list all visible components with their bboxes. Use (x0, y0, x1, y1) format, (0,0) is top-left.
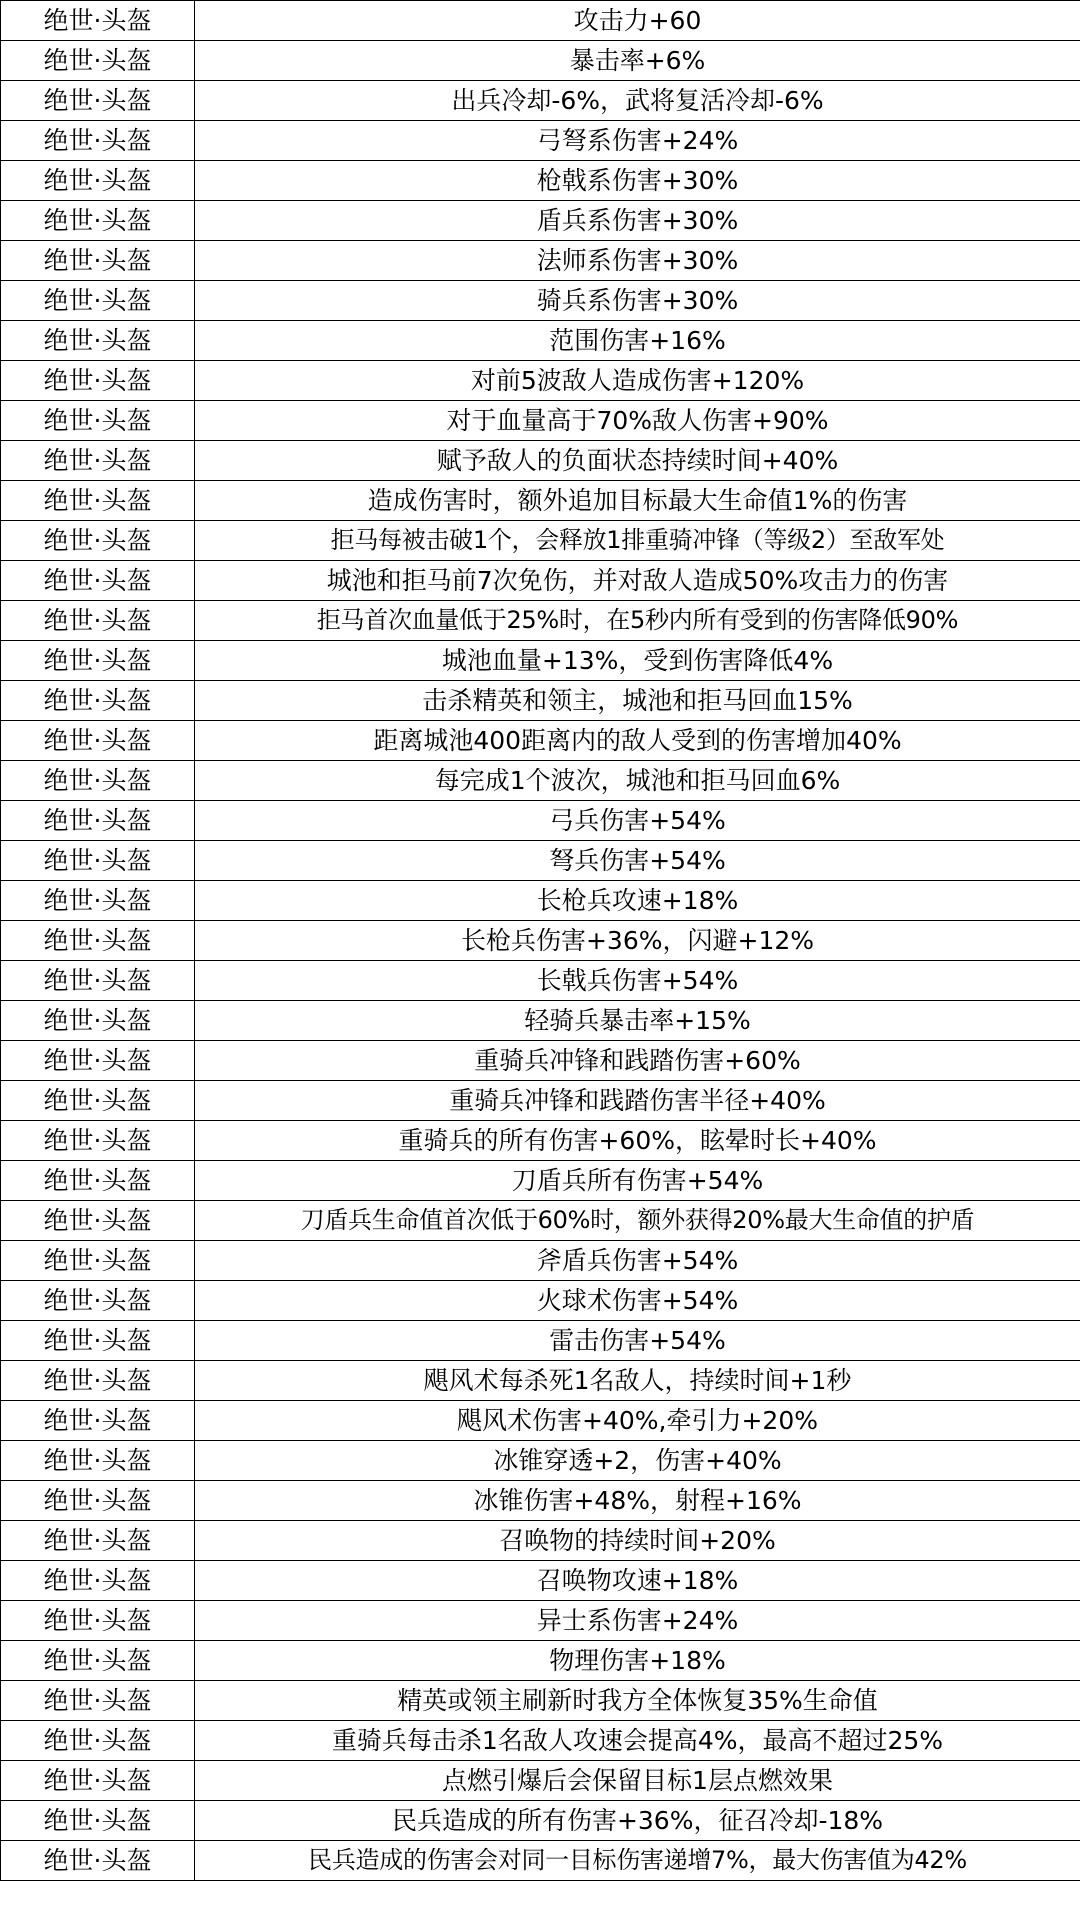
table-row (1, 241, 1080, 281)
item-name-cell: 绝世·头盔 (1, 1521, 195, 1561)
effect-cell: 法师系伤害+30% (195, 241, 1080, 281)
item-name-cell: 绝世·头盔 (1, 841, 195, 881)
effect-cell: 骑兵系伤害+30% (195, 281, 1080, 321)
table-row (1, 1481, 1080, 1521)
table-row (1, 441, 1080, 481)
item-name-cell: 绝世·头盔 (1, 81, 195, 121)
effect-cell: 距离城池400距离内的敌人受到的伤害增加40% (195, 721, 1080, 761)
item-name-cell: 绝世·头盔 (1, 1241, 195, 1281)
table-row (1, 1161, 1080, 1201)
table-row (1, 1001, 1080, 1041)
item-name-cell: 绝世·头盔 (1, 681, 195, 721)
table-row (1, 481, 1080, 521)
effect-cell: 对于血量高于70%敌人伤害+90% (195, 401, 1080, 441)
item-name-cell: 绝世·头盔 (1, 1161, 195, 1201)
item-name-cell: 绝世·头盔 (1, 1401, 195, 1441)
effect-cell: 召唤物的持续时间+20% (195, 1521, 1080, 1561)
item-name-cell: 绝世·头盔 (1, 561, 195, 601)
table-row (1, 1361, 1080, 1401)
table-row (1, 1641, 1080, 1681)
table-row (1, 1401, 1080, 1441)
effect-cell: 重骑兵的所有伤害+60%，眩晕时长+40% (195, 1121, 1080, 1161)
effect-cell: 重骑兵每击杀1名敌人攻速会提高4%，最高不超过25% (195, 1721, 1080, 1761)
effect-cell: 范围伤害+16% (195, 321, 1080, 361)
table-row (1, 1, 1080, 41)
item-name-cell: 绝世·头盔 (1, 961, 195, 1001)
table-row (1, 1521, 1080, 1561)
item-name-cell: 绝世·头盔 (1, 1081, 195, 1121)
effect-cell: 盾兵系伤害+30% (195, 201, 1080, 241)
effect-cell: 造成伤害时，额外追加目标最大生命值1%的伤害 (195, 481, 1080, 521)
table-row (1, 1841, 1080, 1881)
effect-cell: 精英或领主刷新时我方全体恢复35%生命值 (195, 1681, 1080, 1721)
effect-cell: 冰锥伤害+48%，射程+16% (195, 1481, 1080, 1521)
effect-cell: 物理伤害+18% (195, 1641, 1080, 1681)
attribute-table-body (1, 1, 1080, 1881)
table-row (1, 1041, 1080, 1081)
table-row (1, 401, 1080, 441)
table-row (1, 1561, 1080, 1601)
effect-cell: 枪戟系伤害+30% (195, 161, 1080, 201)
effect-cell: 拒马首次血量低于25%时，在5秒内所有受到的伤害降低90% (195, 601, 1080, 641)
effect-cell: 雷击伤害+54% (195, 1321, 1080, 1361)
effect-cell: 冰锥穿透+2，伤害+40% (195, 1441, 1080, 1481)
effect-cell: 暴击率+6% (195, 41, 1080, 81)
table-row (1, 681, 1080, 721)
table-row (1, 761, 1080, 801)
table-row (1, 801, 1080, 841)
table-row (1, 881, 1080, 921)
table-row (1, 961, 1080, 1001)
table-row (1, 1441, 1080, 1481)
effect-cell: 飓风术伤害+40%,牵引力+20% (195, 1401, 1080, 1441)
effect-cell: 击杀精英和领主，城池和拒马回血15% (195, 681, 1080, 721)
item-name-cell: 绝世·头盔 (1, 921, 195, 961)
item-name-cell: 绝世·头盔 (1, 1041, 195, 1081)
table-row (1, 1721, 1080, 1761)
effect-cell: 长枪兵伤害+36%，闪避+12% (195, 921, 1080, 961)
table-row (1, 361, 1080, 401)
table-row (1, 1241, 1080, 1281)
item-name-cell: 绝世·头盔 (1, 201, 195, 241)
item-name-cell: 绝世·头盔 (1, 1281, 195, 1321)
effect-cell: 长戟兵伤害+54% (195, 961, 1080, 1001)
effect-cell: 城池血量+13%，受到伤害降低4% (195, 641, 1080, 681)
table-row (1, 1761, 1080, 1801)
item-name-cell: 绝世·头盔 (1, 41, 195, 81)
item-name-cell: 绝世·头盔 (1, 481, 195, 521)
table-row (1, 1081, 1080, 1121)
item-name-cell: 绝世·头盔 (1, 1481, 195, 1521)
item-name-cell: 绝世·头盔 (1, 1721, 195, 1761)
item-name-cell: 绝世·头盔 (1, 1361, 195, 1401)
effect-cell: 斧盾兵伤害+54% (195, 1241, 1080, 1281)
effect-cell: 民兵造成的所有伤害+36%，征召冷却-18% (195, 1801, 1080, 1841)
item-name-cell: 绝世·头盔 (1, 1, 195, 41)
effect-cell: 重骑兵冲锋和践踏伤害+60% (195, 1041, 1080, 1081)
effect-cell: 弩兵伤害+54% (195, 841, 1080, 881)
item-name-cell: 绝世·头盔 (1, 521, 195, 561)
table-row (1, 521, 1080, 561)
effect-cell: 出兵冷却-6%，武将复活冷却-6% (195, 81, 1080, 121)
item-name-cell: 绝世·头盔 (1, 761, 195, 801)
effect-cell: 弓兵伤害+54% (195, 801, 1080, 841)
table-row (1, 161, 1080, 201)
effect-cell: 每完成1个波次，城池和拒马回血6% (195, 761, 1080, 801)
table-row (1, 1121, 1080, 1161)
table-row (1, 41, 1080, 81)
table-row (1, 201, 1080, 241)
effect-cell: 火球术伤害+54% (195, 1281, 1080, 1321)
item-name-cell: 绝世·头盔 (1, 121, 195, 161)
effect-cell: 攻击力+60 (195, 1, 1080, 41)
item-name-cell: 绝世·头盔 (1, 1801, 195, 1841)
item-name-cell: 绝世·头盔 (1, 361, 195, 401)
item-name-cell: 绝世·头盔 (1, 1681, 195, 1721)
effect-cell: 长枪兵攻速+18% (195, 881, 1080, 921)
item-name-cell: 绝世·头盔 (1, 441, 195, 481)
effect-cell: 异士系伤害+24% (195, 1601, 1080, 1641)
table-row (1, 281, 1080, 321)
effect-cell: 民兵造成的伤害会对同一目标伤害递增7%，最大伤害值为42% (195, 1841, 1080, 1881)
table-row (1, 641, 1080, 681)
item-name-cell: 绝世·头盔 (1, 161, 195, 201)
effect-cell: 轻骑兵暴击率+15% (195, 1001, 1080, 1041)
table-row (1, 1321, 1080, 1361)
item-name-cell: 绝世·头盔 (1, 801, 195, 841)
effect-cell: 点燃引爆后会保留目标1层点燃效果 (195, 1761, 1080, 1801)
item-name-cell: 绝世·头盔 (1, 241, 195, 281)
effect-cell: 刀盾兵生命值首次低于60%时，额外获得20%最大生命值的护盾 (195, 1201, 1080, 1241)
table-row (1, 601, 1080, 641)
item-name-cell: 绝世·头盔 (1, 601, 195, 641)
item-name-cell: 绝世·头盔 (1, 1841, 195, 1881)
item-name-cell: 绝世·头盔 (1, 881, 195, 921)
table-row (1, 841, 1080, 881)
table-row (1, 1681, 1080, 1721)
effect-cell: 弓弩系伤害+24% (195, 121, 1080, 161)
effect-cell: 飓风术每杀死1名敌人，持续时间+1秒 (195, 1361, 1080, 1401)
item-name-cell: 绝世·头盔 (1, 1761, 195, 1801)
table-row (1, 81, 1080, 121)
table-row (1, 321, 1080, 361)
effect-cell: 召唤物攻速+18% (195, 1561, 1080, 1601)
table-row (1, 1801, 1080, 1841)
effect-cell: 重骑兵冲锋和践踏伤害半径+40% (195, 1081, 1080, 1121)
item-name-cell: 绝世·头盔 (1, 1441, 195, 1481)
item-name-cell: 绝世·头盔 (1, 1121, 195, 1161)
item-name-cell: 绝世·头盔 (1, 1321, 195, 1361)
table-row (1, 921, 1080, 961)
effect-cell: 对前5波敌人造成伤害+120% (195, 361, 1080, 401)
table-row (1, 721, 1080, 761)
item-name-cell: 绝世·头盔 (1, 1641, 195, 1681)
item-name-cell: 绝世·头盔 (1, 1201, 195, 1241)
effect-cell: 赋予敌人的负面状态持续时间+40% (195, 441, 1080, 481)
item-name-cell: 绝世·头盔 (1, 281, 195, 321)
effect-cell: 城池和拒马前7次免伤，并对敌人造成50%攻击力的伤害 (195, 561, 1080, 601)
item-name-cell: 绝世·头盔 (1, 1601, 195, 1641)
table-row (1, 561, 1080, 601)
item-name-cell: 绝世·头盔 (1, 1561, 195, 1601)
table-row (1, 121, 1080, 161)
table-row (1, 1201, 1080, 1241)
item-name-cell: 绝世·头盔 (1, 1001, 195, 1041)
item-name-cell: 绝世·头盔 (1, 321, 195, 361)
effect-cell: 拒马每被击破1个，会释放1排重骑冲锋（等级2）至敌军处 (195, 521, 1080, 561)
item-name-cell: 绝世·头盔 (1, 721, 195, 761)
item-name-cell: 绝世·头盔 (1, 641, 195, 681)
table-row (1, 1281, 1080, 1321)
item-name-cell: 绝世·头盔 (1, 401, 195, 441)
table-row (1, 1601, 1080, 1641)
effect-cell: 刀盾兵所有伤害+54% (195, 1161, 1080, 1201)
